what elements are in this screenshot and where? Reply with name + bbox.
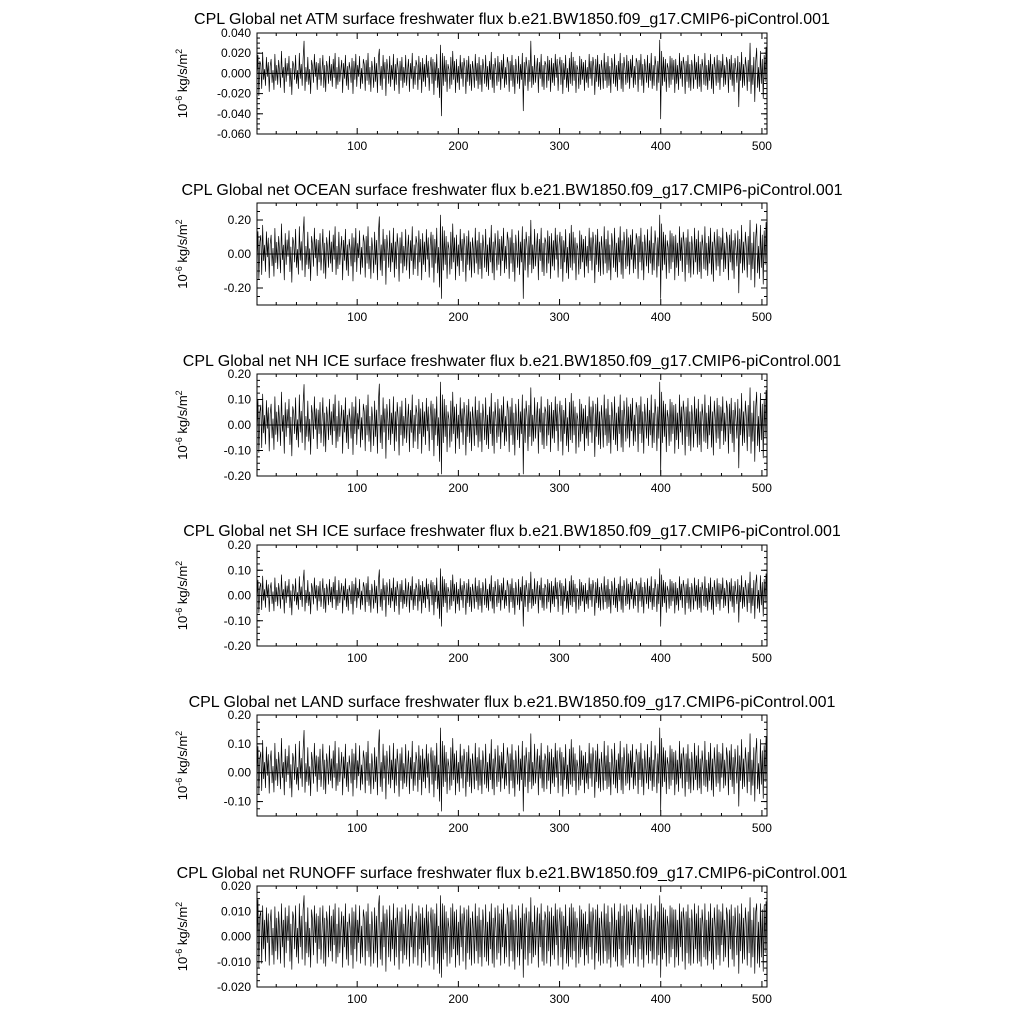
x-tick-label: 400 [650,821,671,835]
y-tick-label: -0.10 [223,443,251,458]
y-tick-label: 0.040 [220,26,251,40]
x-tick-label: 400 [650,481,671,495]
y-axis-label-superscript: 2 [174,219,184,225]
y-axis-label-text: 10 [175,785,190,801]
y-axis-label-text: 10 [175,274,190,289]
y-tick-label: 0.000 [220,929,251,944]
series-line [257,215,767,298]
y-tick-label: 0.10 [227,563,251,578]
y-tick-label: 0.00 [227,418,251,432]
x-tick-label: 400 [650,310,671,324]
x-tick-label: 500 [751,139,772,153]
chart-title: CPL Global net LAND surface freshwater flux b.e21.BW1850.f09_g17.CMIP6-piControl.001 [188,694,836,711]
series-line [257,728,767,811]
x-tick-label: 100 [347,651,368,665]
y-axis-label-text: kg/s/m [175,224,190,267]
y-tick-label: 0.00 [227,588,251,603]
x-tick-label: 200 [448,821,469,835]
chart-panel [174,865,848,1006]
chart-title: CPL Global net RUNOFF surface freshwater flux b.e21.BW1850.f09_g17.CMIP6-piControl.001 [176,865,848,882]
y-tick-label: 0.20 [227,538,251,552]
y-axis-label-text: 10 [175,615,190,631]
x-tick-label: 500 [751,992,772,1006]
x-tick-label: 200 [448,651,469,665]
x-tick-label: 300 [549,992,570,1006]
x-tick-label: 400 [650,651,671,665]
y-axis-label [174,561,190,630]
y-tick-label: -0.20 [223,469,251,483]
y-tick-label: -0.010 [216,954,251,969]
y-tick-label: 0.00 [227,765,251,780]
x-tick-label: 200 [448,481,469,495]
y-tick-label: 0.010 [220,904,251,919]
y-axis-label-superscript: -6 [174,266,184,275]
chart-title: CPL Global net SH ICE surface freshwater flux b.e21.BW1850.f09_g17.CMIP6-piControl.001 [183,523,841,540]
y-axis-label-superscript: 2 [174,48,184,54]
y-tick-label: -0.20 [223,639,251,653]
x-tick-label: 200 [448,992,469,1006]
y-axis-label-text: 10 [175,103,190,119]
x-tick-label: 200 [448,310,469,324]
x-tick-label: 300 [549,651,570,665]
y-axis-label [174,390,190,459]
y-axis-label-superscript: -6 [174,948,184,957]
x-tick-label: 400 [650,992,671,1006]
y-axis-label-superscript: 2 [174,730,184,736]
x-tick-label: 200 [448,139,469,153]
series-line [257,382,767,474]
y-axis-label-text: kg/s/m [175,53,190,96]
x-tick-label: 300 [549,310,570,324]
y-axis-label-text: kg/s/m [175,395,190,438]
y-tick-label: 0.20 [227,367,251,381]
x-tick-label: 500 [751,651,772,665]
y-tick-label: -0.040 [216,106,251,121]
x-tick-label: 100 [347,821,368,835]
y-axis-label [174,902,190,971]
y-axis-label-superscript: 2 [174,901,184,907]
y-axis-label-superscript: -6 [174,777,184,786]
y-tick-label: -0.020 [216,980,251,994]
y-axis-label-superscript: 2 [174,390,184,396]
x-tick-label: 500 [751,310,772,324]
y-tick-label: 0.020 [220,46,251,61]
chart-panel [174,11,830,153]
chart-panel [174,523,841,665]
chart-panel [174,694,836,835]
x-tick-label: 500 [751,821,772,835]
chart-title: CPL Global net NH ICE surface freshwater flux b.e21.BW1850.f09_g17.CMIP6-piControl.001 [182,353,842,370]
x-tick-label: 300 [549,821,570,835]
y-axis-label [174,219,190,288]
y-axis-label [174,731,190,800]
x-tick-label: 100 [347,992,368,1006]
x-tick-label: 500 [751,481,772,495]
chart-panel [174,182,843,324]
x-tick-label: 100 [347,310,368,324]
chart-title: CPL Global net ATM surface freshwater flux b.e21.BW1850.f09_g17.CMIP6-piControl.001 [194,11,830,28]
x-tick-label: 300 [549,139,570,153]
y-tick-label: 0.20 [227,708,251,722]
y-axis-label-text: kg/s/m [175,735,190,778]
chart-panel [174,353,841,495]
y-tick-label: -0.20 [223,281,251,295]
y-tick-label: 0.10 [227,392,251,407]
y-axis-label-superscript: 2 [174,560,184,566]
y-tick-label: 0.020 [220,879,251,893]
y-tick-label: -0.10 [223,794,251,809]
y-axis-label-superscript: -6 [174,437,184,446]
y-tick-label: -0.020 [216,86,251,101]
y-axis-label-text: kg/s/m [175,565,190,608]
y-tick-label: 0.20 [227,213,251,227]
chart-title: CPL Global net OCEAN surface freshwater flux b.e21.BW1850.f09_g17.CMIP6-piControl.001 [181,182,843,199]
y-tick-label: 0.00 [227,247,251,261]
x-tick-label: 100 [347,139,368,153]
y-axis-label-text: kg/s/m [175,906,190,949]
y-tick-label: 0.10 [227,736,251,751]
x-tick-label: 100 [347,481,368,495]
y-tick-label: -0.10 [223,613,251,628]
y-axis-label [174,49,190,118]
y-axis-label-superscript: -6 [174,95,184,104]
x-tick-label: 300 [549,481,570,495]
x-tick-label: 400 [650,139,671,153]
y-tick-label: -0.060 [216,127,251,141]
series-line [257,569,767,627]
y-axis-label-text: 10 [175,445,190,460]
y-axis-label-text: 10 [175,956,190,972]
y-axis-label-superscript: -6 [174,607,184,616]
y-tick-label: 0.000 [220,66,251,81]
series-line [257,40,767,119]
